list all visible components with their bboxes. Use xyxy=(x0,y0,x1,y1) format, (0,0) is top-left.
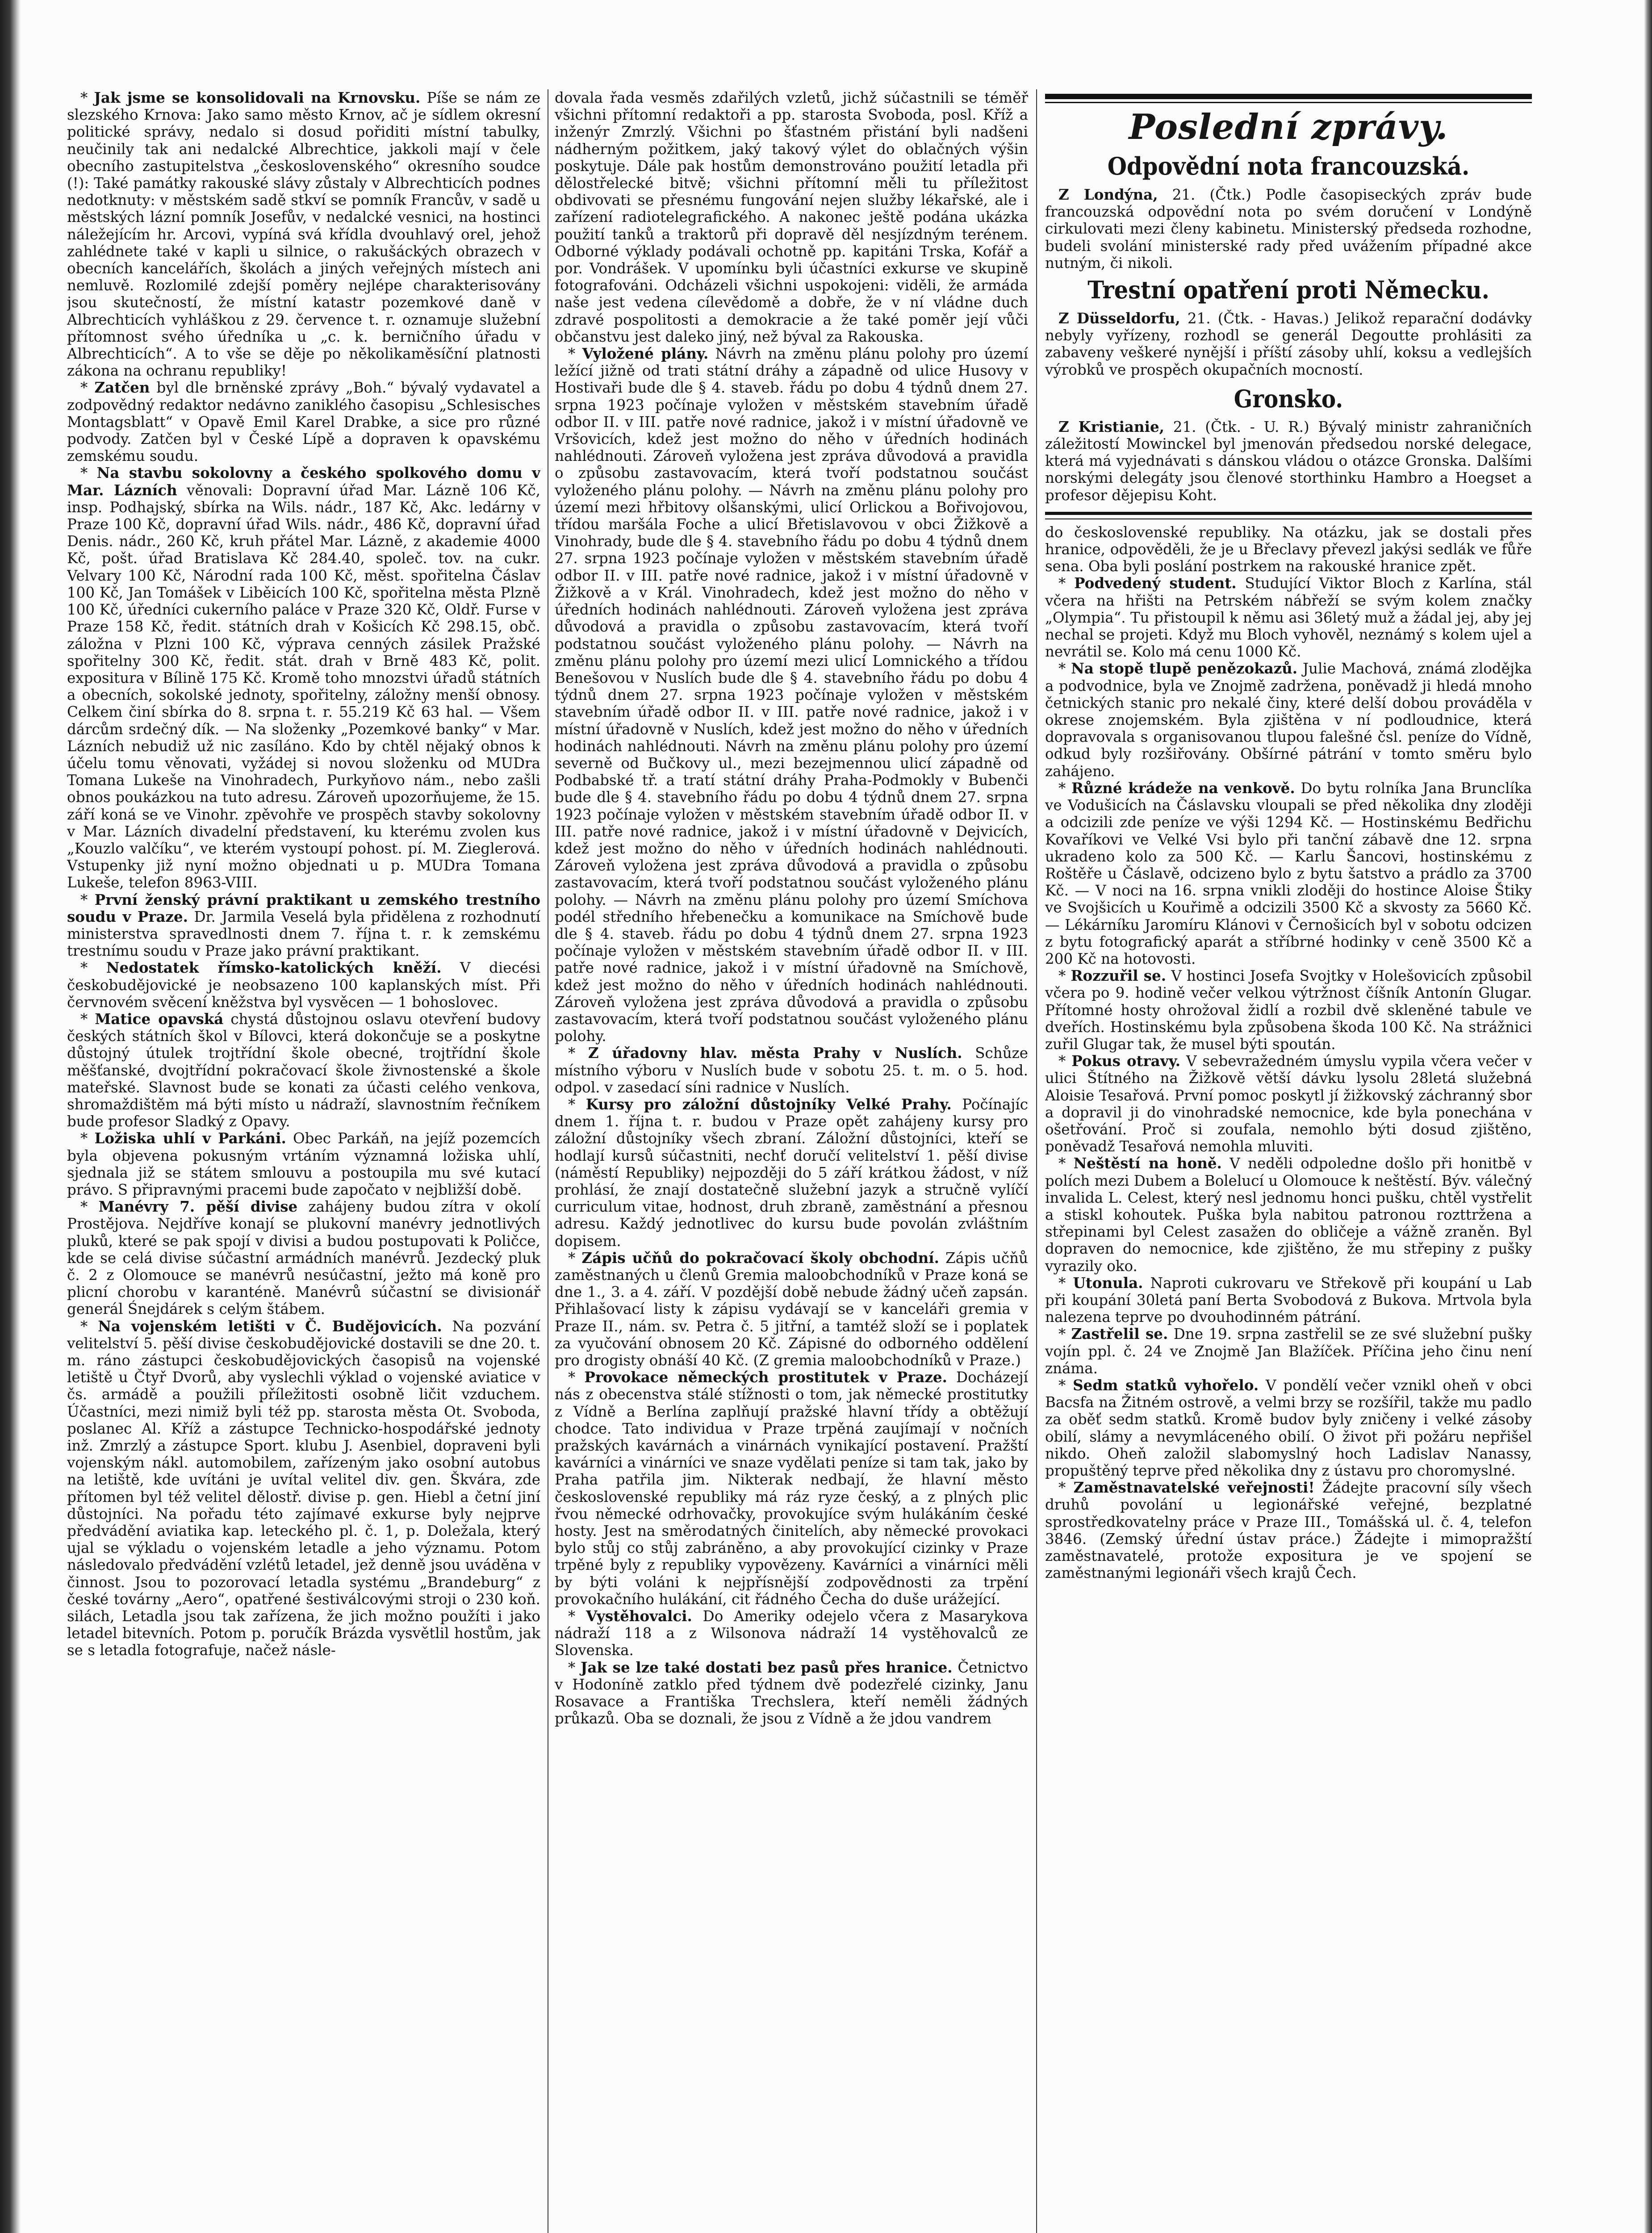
article-body: Studující Viktor Bloch z Karlína, stál včera na hřišti na Petrském nábřeží se svým kolem značky „Olympia“. Tu přistoupil k němu asi 36letý muž a žádal jej, aby jej nechal se projeti. Když mu Bloch vyhověl, neznámý s kolem ujel a nevrátil se. Kolo má cenu 1000 Kč. xyxy=(1045,575,1532,661)
article-body: Žádejte pracovní síly všech druhů povolání u legionářské veřejné, bezplatné sprostředkovatelny práce v Praze III., Tomášská ul. č. 4, telefon 3846. (Zemský úřední ústav práce.) Žádejte i mimopražští zaměstnavatelé, protože expositura je ve spojení se zaměstnanými legionáři všech krajů Čech. xyxy=(1045,1479,1532,1582)
article-heading: Zápis učňů do pokračovací školy obchodní. xyxy=(581,1249,939,1267)
article-dateline: Z Kristianie, xyxy=(1058,418,1164,435)
article-continuation xyxy=(1045,524,1532,575)
article-dateline: Z Londýna, xyxy=(1058,186,1158,203)
article: * Kursy pro záložní důstojníky Velké Prahy. Počínajíc dnem 1. října t. r. budou v Praze opět zahájeny kursy pro záložní důstojníky všech zbraní. Záložní důstojníci, kteří se hodlají kursů súčastniti, nechť doručí velitelství 1. pěší divise (náměstí Republiky) nejpozději do 5 září krátkou žádost, v níž prohlásí, že znají dostatečně služební jazyk a stručně vylíčí curriculum vitae, hodnost, druh zbraně, zaměstnání a přesnou adresu. Každý jednotlivec do kursu bude povolán zvláštním dopisem. xyxy=(555,1095,1028,1250)
article-heading: Neštěstí na honě. xyxy=(1073,1154,1222,1172)
article-body: V neděli odpoledne došlo při honitbě v polích mezi Dubem a Bolelucí u Olomouce k neštěstí. Býv. válečný invalida L. Celest, který nesl jednomu honci pušku, chtěl vystřelit a stiskl kohoutek. Puška byla nabitou patronou rozttržena a střepinami byl Celest zasažen do obličeje a vážně zraněn. Byl dopraven do nemocnice, kde zjištěno, že mu střepiny z pušky vyrazily oko. xyxy=(1045,1155,1532,1275)
article-continuation xyxy=(555,89,1028,345)
article-heading: Vystěhovalci. xyxy=(586,1607,692,1625)
article-heading: Na stavbu sokolovny a českého spolkového domu v Mar. Lázních xyxy=(67,464,540,499)
article-body: Obec Parkáň, na jejíž pozemcích byla objevena pokusným vrtáním významná ložiska uhlí, sjednala již se státem smlouvu a postoupila mu své kutací právo. S připravnými pracemi bude započato v nejbližší době. xyxy=(67,1130,540,1198)
article: * Pokus otravy. V sebevražedném úmyslu vypila včera večer v ulici Štítného na Žižkově větší dávku lysolu 28letá služebná Aloisie Tesařová. První pomoc poskytl jí žižkovský záchranný sbor a dopravil ji do vinohradské nemocnice, kde byla ponechána v ošetřování. Proč si zoufala, nemohlo býti dosud zjištěno, poněvadž Tesařová nemohla mluviti. xyxy=(1045,1052,1532,1155)
article-heading: Sedm statků vyhořelo. xyxy=(1073,1376,1259,1394)
article-heading: První ženský právní praktikant u zemského trestního soudu v Praze. xyxy=(67,891,540,925)
article-body: Schůze místního výboru v Nuslích bude v sobotu 25. t. m. o 5. hod. odpol. v zasedací síni radnice v Nuslích. xyxy=(555,1045,1028,1096)
article-body: Zápis učňů zaměstnaných u členů Gremia maloobchodníků v Praze koná se dne 1., 3. a 4. září. V pozdější době nebude žádný učeň zapsán. Přihlašovací listy k zápisu vydávají se v kanceláři gremia v Praze II., nám. sv. Petra č. 5 jitřní, a tamtéž složí se i poplatek za vyučování obnosem 20 Kč. Zápisné do odborného oddělení pro drogisty obnáší 40 Kč. (Z gremia maloobchodníků v Praze.) xyxy=(555,1249,1028,1369)
article-body: Četnictvo v Hodoníně zatklo před týdnem dvě podezřelé cizinky, Janu Rosavace a Františka Trechslera, kteří neměli žádných průkazů. Oba se doznali, že jsou z Vídně a že jdou vandrem xyxy=(555,1659,1028,1727)
article-dateline: Z Düsseldorfu, xyxy=(1058,309,1180,327)
article-heading: Zatčen xyxy=(94,379,150,397)
article-body: V sebevražedném úmyslu vypila včera večer v ulici Štítného na Žižkově větší dávku lysolu 28letá služebná Aloisie Tesařová. První pomoc poskytl jí žižkovský záchranný sbor a dopravil ji do vinohradské nemocnice, kde byla ponechána v ošetřování. Proč si zoufala, nemohlo býti dosud zjištěno, poněvadž Tesařová nemohla mluviti. xyxy=(1045,1053,1532,1155)
article: * Podvedený student. Studující Viktor Bloch z Karlína, stál včera na hřišti na Petrském nábřeží se svým kolem značky „Olympia“. Tu přistoupil k němu asi 36letý muž a žádal jej, aby jej nechal se projeti. Když mu Bloch vyhověl, neznámý s kolem ujel a nevrátil se. Kolo má cenu 1000 Kč. xyxy=(1045,574,1532,661)
article-body: chystá důstojnou oslavu otevření budovy českých státních škol v Bílovci, která dokončuje se a poskytne důstojný útulek trojtřídní škole obecné, trojtřídní škole měšťanské, dvojtřídní pokračovací škole živnostenské a škole mateřské. Slavnost bude se konati za účasti celého venkova, shromaždištěm má býti místo u nádraží, slavnostním řečníkem bude profesor Sladký z Opavy. xyxy=(67,1010,540,1130)
column-right xyxy=(1045,89,1532,2233)
article-heading: Matice opavská xyxy=(95,1010,224,1028)
article-body: Do bytu rolníka Jana Brunclíka ve Vodušicích na Čáslavsku vloupali se před několika dny zloději a odcizili zde peníze ve výši 1294 Kč. — Hostinskému Bedřichu Kovaříkovi ve Velké Vsi bylo při tanční zábavě dne 12. srpna ukradeno kolo za 500 Kč. — Karlu Šancovi, hostinskému z Roštěře u Čáslavě, odcizeno bylo z bytu šatstvo a prádlo za 3700 Kč. — V noci na 16. srpna vnikli zloději do hostince Aloise Štiky ve Svojšicích u Kouřimě a odcizili 3500 Kč a skvosty za 5660 Kč. — Lékárníku Jaromíru Klánovi v Černošicích byl v sobotu odcizen z bytu fotografický aparát a stříbrné hodinky v ceně 3500 Kč a 200 Kč na hotovosti. xyxy=(1045,779,1532,967)
article-body: Julie Machová, známá zlodějka a podvodnice, byla ve Znojmě zadržena, poněvadž ji hledá mnoho četnických stanic pro nekalé činy, které delší dobou prováděla v okrese znojemském. Byla zjištěna v ní podloudnice, která dopravovala s organisovanou tlupou falešné čsl. peníze do Vídně, odkud byly rozšiřovány. Obšírné pátrání v tomto směru bylo zahájeno. xyxy=(1045,660,1532,780)
article: * Matice opavská chystá důstojnou oslavu otevření budovy českých státních škol v Bílovci, která dokončuje se a poskytne důstojný útulek trojtřídní škole obecné, trojtřídní škole měšťanské, dvojtřídní pokračovací škole živnostenské a škole mateřské. Slavnost bude se konati za účasti celého venkova, shromaždištěm má býti místo u nádraží, slavnostním řečníkem bude profesor Sladký z Opavy. xyxy=(67,1010,540,1130)
article xyxy=(1045,186,1532,272)
article-body: věnovali: Dopravní úřad Mar. Lázně 106 Kč, insp. Podhajský, sbírka na Wils. nádr., 187 Kč, Akc. ledárny v Praze 100 Kč, dopravní úřad Wils. nádr., 486 Kč, dopravní úřad Denis. nádr., 260 Kč, kruh přátel Mar. Lázně, z akademie 4000 Kč, pošt. úřad Bratislava Kč 284.40, společ. tov. na cukr. Velvary 100 Kč, Národní rada 100 Kč, měst. spořitelna Čáslav 100 Kč, Jan Tomášek v Liběicích 100 Kč, spořitelna města Plzně 100 Kč, úředníci cukerního paláce v Praze 320 Kč, Oldř. Furse v Praze 158 Kč, ředit. státních drah v Košicích Kč 298.15, obč. záložna v Plzni 100 Kč, výprava cenných zásilek Pražské spořitelny 300 Kč, ředit. stát. drah v Brně 483 Kč, polit. expositura v Bílině 175 Kč. Kromě toho mnozstvi úřadů státních a obecních, sokolské jednoty, spořitelny, záložny menší obnosy. Celkem činí sbírka do 8. srpna t. r. 55.219 Kč 63 hal. — Všem dárcům srdečný dík. — Na složenky „Pozemkové banky“ v Mar. Lázních nebudiž už nic zasíláno. Kdo by chtěl nějaký obnos k účelu tomu věnovati, vyžádej si novou složenku od MUDra Tomana Lukeše na Vinohradech, Purkyňovo nám., nebo zašli obnos poukázkou na tuto adresu. Zároveň upozorňujeme, že 15. září koná se ve Vinohr. zpěvohře ve prospěch stavby sokolovny v Mar. Lázních divadelní představení, ku kterému zvolen kus „Kouzlo valčíku“, ve kterém vystoupí pohost. pí. M. Zieglerová. Vstupenky již nyní možno objednati u p. MUDra Tomana Lukeše, telefon 8963-VIII. xyxy=(67,481,540,891)
article-body: Do Ameriky odejelo včera z Masarykova nádraží 118 a z Wilsonova nádraží 14 vystěhovalců ze Slovenska. xyxy=(555,1608,1028,1659)
article-body: Návrh na změnu plánu polohy pro území ležící jižně od trati státní dráhy a západně od ulice Husovy v Hostivaři bude dle § 4. staveb. řádu po dobu 4 týdnů dnem 27. srpna 1923 počínaje vyložen v městském stavebním úřadě odbor II. v III. patře nové radnice, jakož i v místní úřadovně ve Vršovicích, kdež jest možno do něho v úředních hodinách nahlédnouti. Zároveň vyložena jest zpráva důvodová a pravidla o způsobu zastavovacím, která tvoří podstatnou součást vyloženého plánu polohy. — Návrh na změnu plánu polohy pro území mezi hřbitovy olšanskými, ulicí Orlickou a Bořivojovou, třídou maršála Foche a ulicí Břetislavovou v obci Žižkově a Vinohrady, bude dle § 4. stavebního řádu po dobu 4 týdnů dnem 27. srpna 1923 počínaje vyložen v městském stavebním úřadě odbor II. v III. patře nové radnice, jakož i v místní úřadovně v Žižkově a v Král. Vinohradech, kdež jest možno do něho v úředních hodinách nahlédnouti. Zároveň vyložena jest zpráva důvodová a pravidla o způsobu zastavovacím, která tvoří podstatnou součást vyloženého plánu polohy. — Návrh na změnu plánu polohy pro území mezi ulicí Lomnického a třídou Benešovou v Nuslích bude dle § 4. stavebního řádu po dobu 4 týdnů dnem 27. srpna 1923 počínaje vyložen v městském stavebním úřadě odbor II. v III. patře nové radnice, jakož i v místní úřadovně v Nuslích, kdež jest možno do něho v úředních hodinách nahlédnouti. Návrh na změnu plánu polohy pro území severně od Bučkovy ul., mezi bezejmennou ulicí západně od Podbabské tř. a tratí státní dráhy Praha-Podmokly v Bubenči bude dle § 4. stavebního řádu po dobu 4 týdnů dnem 27. srpna 1923 počínaje vyložen v městském stavebním úřadě odbor II. v III. patře nové radnice, jakož i v místní úřadovně v Dejvicích, kdež jest možno do něho v úředních hodinách nahlédnouti. Zároveň vyložena jest zpráva důvodová a pravidla o způsobu zastavovacím, která tvoří podstatnou součást vyloženého plánu polohy. — Návrh na změnu plánu polohy pro území Smíchova podél středního hřebenečku a komunikace na Smíchově bude dle § 4. staveb. řádu po dobu 4 týdnů dnem 27. srpna 1923 počínaje vyložen v městském stavebním úřadě odbor II. v III. patře nové radnice, jakož i v místní úřadovně na Smíchově, kdež jest možno do něho v úředních hodinách nahlédnouti. Zároveň vyložena jest zpráva důvodová a pravidla o způsobu zastavovacím, která tvoří podstatnou součást vyloženého plánu polohy. xyxy=(555,345,1028,1045)
article-heading: Na stopě tlupě penězokazů. xyxy=(1071,660,1298,677)
article-body: V pondělí večer vznikl oheň v obci Bacsfa na Žitném ostrově, a velmi brzy se rozšířil, takže mu padlo za oběť sedm statků. Kromě budov byly zničeny i velké zásoby obilí, slámy a nevymláceného obilí. O život při požáru nepřišel nikdo. Oheň založil slabomyslný hoch Ladislav Nanassy, propuštěný teprve před několika dny z ústavu pro choromyslné. xyxy=(1045,1377,1532,1480)
article-heading: Jak se lze také dostati bez pasů přes hranice. xyxy=(581,1658,953,1676)
article-heading: Podvedený student. xyxy=(1074,574,1237,592)
article-body: 21. (Čtk. - U. R.) Bývalý ministr zahraničních záležitostí Mowinckel byl jmenován předsedou norské delegace, která má vyjednávati s dánskou vládou o otázce Gronska. Dalšími norskými delegáty jsou členové storthinku Hambro a Hoegset a profesor dějepisu Koht. xyxy=(1045,418,1532,504)
article-body: dovala řada vesměs zdařilých vzletů, jichž súčastnili se téměř všichni přítomní redaktoři a pp. starosta Svoboda, posl. Kříž a inženýr Zmrzlý. Všichni po šťastném přistání byli nadšeni nádherným požitkem, jaký takový výlet do oblačných výšin poskytuje. Dále pak hostům demonstrováno použití letadla při dělostřelecké bitvě; všichni přítomní měli tu příležitost obdivovati se přesnému fungování nejen služby lékařské, ale i zařízení radiotelegrafického. A nakonec ještě podána ukázka použití tanků a traktorů při dopravě děl nesjízdným terénem. Odborné výklady podávali ochotně pp. kapitáni Trska, Kofář a por. Vondrášek. V upomínku byli účastníci exkurse ve skupině fotografováni. Odcházeli všichni uspokojeni: viděli, že armáda naše jest vedena cílevědomě a dobře, že v ní vládne duch zdravé pospolitosti a demokracie a že také poměr její vůči občanstvu jest daleko jiný, než býval za Rakouska. xyxy=(555,89,1028,345)
article: * Na vojenském letišti v Č. Budějovicích. Na pozvání velitelství 5. pěší divise českobudějovické dostavili se dne 20. t. m. ráno zástupci českobudějovických časopisů na vojenské letiště u Čtyř Dvorů, aby vyslechli výklad o vojenské aviatice v čs. armádě a použili příležitosti osobně ličit vzduchem. Účastníci, mezi nimiž byli též pp. starosta města Ot. Svoboda, poslanec Al. Kříž a zástupce Technicko-hospodářské jednoty inž. Zmrzlý a zástupce Sport. klubu J. Asenbiel, dopraveni byli vojenským nákl. automobilem, zařízeným jako osobní autobus na letiště, kde uvítáni je uvítal velitel div. gen. Škvára, zde přítomen byl též velitel dělostř. divise p. gen. Hiebl a četní jiní důstojníci. Na pořadu této zajímavé exkurse byly nejprve předvádění aviatika kap. leteckého pl. č. 1, p. Doležala, který ujal se výkladu o vojenském letadle a jeho významu. Potom následovalo předvádění vzlétů letadel, jež denně jsou uváděna v činnost. Jsou to pozorovací letadla systému „Brandeburg“ z české továrny „Aero“, opatřené šestiválcovými stroji o 230 koň. silách, Letadla jsou tak zařízena, že jich možno použíti i jako letadel bitevních. Potom p. poručík Brázda vysvětlil hostům, jak se s letadla fotografuje, načež násle- xyxy=(67,1317,540,1659)
article-body: Docházejí nás z obecenstva stálé stížnosti o tom, jak německé prostitutky z Vídně a Berlína zaplňují pražské hlavní třídy a obtěžují chodce. Tato individua v Praze trpěná zaujímají v nočních pražských kavárnách a vinárnách vynikající postavení. Pražští kavárníci a vinárníci ve snaze vydělati peníze si tam tak, jako by Praha patřila jim. Nikterak nedbají, že hlavní město československé republiky má ráz ryze český, a z plných plic řvou německé odrhovačky, provokujíce svým hulákáním české hosty. Jest na směrodatných činitelích, aby německé provokaci bylo stůj co stůj zabráněno, a aby provokující cizinky v Praze trpěné byly z republiky vypovězeny. Kavárníci a vinárníci měli by býti voláni k nejpřísnější zodpovědnosti za trpění provokačního hulákání, cit řádného Čecha do duše urážející. xyxy=(555,1369,1028,1608)
article-heading: Kursy pro záložní důstojníky Velké Prahy. xyxy=(586,1095,952,1113)
masthead-rule xyxy=(1045,102,1532,103)
article: * Neštěstí na honě. V neděli odpoledne došlo při honitbě v polích mezi Dubem a Bolelucí u Olomouce k neštěstí. Býv. válečný invalida L. Celest, který nesl jednomu honci pušku, chtěl vystřelit a stiskl kohoutek. Puška byla nabitou patronou rozttržena a střepinami byl Celest zasažen do obličeje a vážně zraněn. Byl dopraven do nemocnice, kde zjištěno, že mu střepiny z pušky vyrazily oko. xyxy=(1045,1154,1532,1275)
article: * Z úřadovny hlav. města Prahy v Nuslích. Schůze místního výboru v Nuslích bude v sobotu 25. t. m. o 5. hod. odpol. v zasedací síni radnice v Nuslích. xyxy=(555,1044,1028,1096)
article-body: Naproti cukrovaru ve Střekově při koupání u Lab při koupání 30letá paní Berta Svobodová z Bukova. Mrtvola byla nalezena teprve po dvouhodinném pátrání. xyxy=(1045,1274,1532,1326)
article-body: V hostinci Josefa Svojtky v Holešovicích způsobil včera po 9. hodině večer velkou výtržnost číšník Antonín Glugar. Přítomné hosty ohrožoval židlí a rozbil dvě skleněné tabule ve dveřích. Hostinskému byla způsobena škoda 100 Kč. Na strážnici zuřil Glugar tak, že musel býti spoután. xyxy=(1045,967,1532,1053)
article-heading: Ložiska uhlí v Parkáni. xyxy=(94,1129,286,1147)
article-body: Dr. Jarmila Veselá byla přidělena z rozhodnutí ministerstva spravedlnosti dnem 7. října t. r. k zemskému trestnímu soudu v Praze jako právní praktikant. xyxy=(67,908,540,960)
article: * Vyložené plány. Návrh na změnu plánu polohy pro území ležící jižně od trati státní dráhy a západně od ulice Husovy v Hostivaři bude dle § 4. staveb. řádu po dobu 4 týdnů dnem 27. srpna 1923 počínaje vyložen v městském stavebním úřadě odbor II. v III. patře nové radnice, jakož i v místní úřadovně ve Vršovicích, kdež jest možno do něho v úředních hodinách nahlédnouti. Zároveň vyložena jest zpráva důvodová a pravidla o způsobu zastavovacím, která tvoří podstatnou součást vyloženého plánu polohy. — Návrh na změnu plánu polohy pro území mezi hřbitovy olšanskými, ulicí Orlickou a Bořivojovou, třídou maršála Foche a ulicí Břetislavovou v obci Žižkově a Vinohrady, bude dle § 4. stavebního řádu po dobu 4 týdnů dnem 27. srpna 1923 počínaje vyložen v městském stavebním úřadě odbor II. v III. patře nové radnice, jakož i v místní úřadovně v Žižkově a v Král. Vinohradech, kdež jest možno do něho v úředních hodinách nahlédnouti. Zároveň vyložena jest zpráva důvodová a pravidla o způsobu zastavovacím, která tvoří podstatnou součást vyloženého plánu polohy. — Návrh na změnu plánu polohy pro území mezi ulicí Lomnického a třídou Benešovou v Nuslích bude dle § 4. stavebního řádu po dobu 4 týdnů dnem 27. srpna 1923 počínaje vyložen v městském stavebním úřadě odbor II. v III. patře nové radnice, jakož i v místní úřadovně v Nuslích, kdež jest možno do něho v úředních hodinách nahlédnouti. Návrh na změnu plánu polohy pro území severně od Bučkovy ul., mezi bezejmennou ulicí západně od Podbabské tř. a tratí státní dráhy Praha-Podmokly v Bubenči bude dle § 4. stavebního řádu po dobu 4 týdnů dnem 27. srpna 1923 počínaje vyložen v městském stavebním úřadě odbor II. v III. patře nové radnice, jakož i v místní úřadovně v Dejvicích, kdež jest možno do něho v úředních hodinách nahlédnouti. Zároveň vyložena jest zpráva důvodová a pravidla o způsobu zastavovacím, která tvoří podstatnou součást vyloženého plánu polohy. — Návrh na změnu plánu polohy pro území Smíchova podél středního hřebenečku a komunikace na Smíchově bude dle § 4. staveb. řádu po dobu 4 týdnů dnem 27. srpna 1923 počínaje vyložen v městském stavebním úřadě odbor II. v III. patře nové radnice, jakož i v místní úřadovně na Smíchově, kdež jest možno do něho v úředních hodinách nahlédnouti. Zároveň vyložena jest zpráva důvodová a pravidla o způsobu zastavovacím, která tvoří podstatnou součást vyloženého plánu polohy. xyxy=(555,345,1028,1045)
article-heading: Provokace německých prostitutek v Praze. xyxy=(584,1368,947,1386)
article-heading: Nedostatek římsko-katolických kněží. xyxy=(106,959,442,977)
article-heading: Zastřelil se. xyxy=(1071,1325,1168,1343)
article-body: Píše se nám ze slezského Krnova: Jako samo město Krnov, ač je sídlem okresní politické správy, nedalo si dosud pořiditi místní tabulky, neučinily tak ani nedalcké Albrechtice, jakkoli mají v čele obecního zastupitelstva „československého“ okresního soudce (!): Také památky rakouské slávy zůstaly v Albrechticích podnes nedotknuty: v městském sadě stkví se pomník Francův, v sadě u městských lázní pomník Josefův, v nedalcké vesnici, na hostinci náležejícím hr. Arcovi, vypíná svá křídla dvouhlavý orel, jehož zahlédnete také v kapli u silnice, o rakušáckých obrazech v obecních kancelářích, školách a jiných veřejných místech ani nemluvě. Rozlomilé zdejší poměry nejlépe charakterisovány jsou skutečností, že místní katastr pozemkové daně v Albrechticích vyhláškou z 29. července t. r. oznamuje služební přítomnost svého úředníka u „c. k. berničního úřadu v Albrechticích“. A to vše se děje po několikaměsíční platnosti zákona na ochranu republiky! xyxy=(67,89,540,380)
section-masthead: Poslední zprávy. xyxy=(1129,107,1448,147)
article-body: Dne 19. srpna zastřelil se ze své služební pušky vojín ppl. č. 24 ve Znojmě Jan Blažíček. Příčina jeho činu není známa. xyxy=(1045,1326,1532,1377)
article-body: do československé republiky. Na otázku, jak se dostali přes hranice, odpověděli, že je u Břeclavy převezl jakýsi sedlák ve fůře sena. Oba byli poslání postrkem na rakouské hranice zpět. xyxy=(1045,523,1532,575)
scan-right-edge xyxy=(1644,0,1652,2233)
section-separator xyxy=(1045,512,1532,515)
article: * Zaměstnavatelské veřejnosti! Žádejte pracovní síly všech druhů povolání u legionářské veřejné, bezplatné sprostředkovatelny práce v Praze III., Tomášská ul. č. 4, telefon 3846. (Zemský úřední ústav práce.) Žádejte i mimopražští zaměstnavatelé, protože expositura je ve spojení se zaměstnanými legionáři všech krajů Čech. xyxy=(1045,1479,1532,1582)
article: * Různé krádeže na venkově. Do bytu rolníka Jana Brunclíka ve Vodušicích na Čáslavsku vloupali se před několika dny zloději a odcizili zde peníze ve výši 1294 Kč. — Hostinskému Bedřichu Kovaříkovi ve Velké Vsi bylo při tanční zábavě dne 12. srpna ukradeno kolo za 500 Kč. — Karlu Šancovi, hostinskému z Roštěře u Čáslavě, odcizeno bylo z bytu šatstvo a prádlo za 3700 Kč. — V noci na 16. srpna vnikli zloději do hostince Aloise Štiky ve Svojšicích u Kouřimě a odcizili 3500 Kč a skvosty za 5660 Kč. — Lékárníku Jaromíru Klánovi v Černošicích byl v sobotu odcizen z bytu fotografický aparát a stříbrné hodinky v ceně 3500 Kč a 200 Kč na hotovosti. xyxy=(1045,779,1532,967)
article: * Zápis učňů do pokračovací školy obchodní. Zápis učňů zaměstnaných u členů Gremia maloobchodníků v Praze koná se dne 1., 3. a 4. září. V pozdější době nebude žádný učeň zapsán. Přihlašovací listy k zápisu vydávají se v kanceláři gremia v Praze II., nám. sv. Petra č. 5 jitřní, a tamtéž složí se i poplatek za vyučování obnosem 20 Kč. Zápisné do odborného oddělení pro drogisty obnáší 40 Kč. (Z gremia maloobchodníků v Praze.) xyxy=(555,1249,1028,1369)
article-body: V diecési českobudějovické je neobsazeno 100 kaplanských míst. Při červnovém svěcení kněžstva byl vysvěcen — 1 bohoslovec. xyxy=(67,959,540,1011)
article-heading: Jak jsme se konsolidovali na Krnovsku. xyxy=(94,89,421,106)
article-body: Počínajíc dnem 1. října t. r. budou v Praze opět zahájeny kursy pro záložní důstojníky všech zbraní. Záložní důstojníci, kteří se hodlají kursů súčastniti, nechť doručí velitelství 1. pěší divise (náměstí Republiky) nejpozději do 5 září krátkou žádost, v níž prohlásí, že znají dostatečně služební jazyk a stručně vylíčí curriculum vitae, hodnost, druh zbraně, zaměstnání a přesnou adresu. Každý jednotlivec do kursu bude povolán zvláštním dopisem. xyxy=(555,1096,1028,1250)
article: * Zatčen byl dle brněnské zprávy „Boh.“ bývalý vydavatel a zodpovědný redaktor nedávno zaniklého časopisu „Schlesisches Montagsblatt“ v Opavě Emil Karel Drabke, a sice pro různé podvody. Zatčen byl v České Lípě a dopraven k opavskému zemskému soudu. xyxy=(67,379,540,465)
article: * Provokace německých prostitutek v Praze. Docházejí nás z obecenstva stálé stížnosti o tom, jak německé prostitutky z Vídně a Berlína zaplňují pražské hlavní třídy a obtěžují chodce. Tato individua v Praze trpěná zaujímají v nočních pražských kavárnách a vinárnách vynikající postavení. Pražští kavárníci a vinárníci ve snaze vydělati peníze si tam tak, jako by Praha patřila jim. Nikterak nedbají, že hlavní město československé republiky má ráz ryze český, a z plných plic řvou německé odrhovačky, provokujíce svým hulákáním české hosty. Jest na směrodatných činitelích, aby německé provokaci bylo stůj co stůj zabráněno, a aby provokující cizinky v Praze trpěné byly z republiky vypovězeny. Kavárníci a vinárníci měli by býti voláni k nejpřísnější zodpovědnosti za trpění provokačního hulákání, cit řádného Čecha do duše urážející. xyxy=(555,1368,1028,1608)
subheading: Gronsko. xyxy=(1234,384,1343,413)
column-middle xyxy=(555,89,1028,2233)
article: * Manévry 7. pěší divise zahájeny budou zítra v okolí Prostějova. Nejdříve konají se plukovní manévry jednotlivých pluků, které se pak spojí v divisi a budou postupovati k Poličce, kde se celá divise súčastní armádních manévrů. Jezdecký pluk č. 2 z Olomouce se manévrů nesúčastní, ježto má koně pro plicní chorobu v karanténě. Manévrů súčastní se divisionář generál Śnejdárek s celým štábem. xyxy=(67,1198,540,1318)
article-body: 21. (Čtk.) Podle časopiseckých zpráv bude francouzská odpovědní nota po svém doručení v Londýně cirkulovati mezi členy kabinetu. Ministerský předseda rozhodne, budeli svolání ministerské rady před uvážením případné akce nutným, či nikoli. xyxy=(1045,186,1532,272)
article xyxy=(1045,310,1532,378)
article: * Ložiska uhlí v Parkáni. Obec Parkáň, na jejíž pozemcích byla objevena pokusným vrtáním významná ložiska uhlí, sjednala již se státem smlouvu a postoupila mu své kutací právo. S připravnými pracemi bude započato v nejbližší době. xyxy=(67,1129,540,1198)
article-heading: Různé krádeže na venkově. xyxy=(1071,779,1295,797)
article-body: byl dle brněnské zprávy „Boh.“ bývalý vydavatel a zodpovědný redaktor nedávno zaniklého časopisu „Schlesisches Montagsblatt“ v Opavě Emil Karel Drabke, a sice pro různé podvody. Zatčen byl v České Lípě a dopraven k opavskému zemskému soudu. xyxy=(67,379,540,465)
article: * Jak jsme se konsolidovali na Krnovsku. Píše se nám ze slezského Krnova: Jako samo město Krnov, ač je sídlem okresní politické správy, nedalo si dosud pořiditi místní tabulky, neučinily tak ani nedalcké Albrechtice, jakkoli mají v čele obecního zastupitelstva „československého“ okresního soudce (!): Také památky rakouské slávy zůstaly v Albrechticích podnes nedotknuty: v městském sadě stkví se pomník Francův, v sadě u městských lázní pomník Josefův, v nedalcké vesnici, na hostinci náležejícím hr. Arcovi, vypíná svá křídla dvouhlavý orel, jehož zahlédnete také v kapli u silnice, o rakušáckých obrazech v obecních kancelářích, školách a jiných veřejných místech ani nemluvě. Rozlomilé zdejší poměry nejlépe charakterisovány jsou skutečností, že místní katastr pozemkové daně v Albrechticích vyhláškou z 29. července t. r. oznamuje služební přítomnost svého úředníka u „c. k. berničního úřadu v Albrechticích“. A to vše se děje po několikaměsíční platnosti zákona na ochranu republiky! xyxy=(67,89,540,380)
article: * Na stopě tlupě penězokazů. Julie Machová, známá zlodějka a podvodnice, byla ve Znojmě zadržena, poněvadž ji hledá mnoho četnických stanic pro nekalé činy, které delší dobou prováděla v okrese znojemském. Byla zjištěna v ní podloudnice, která dopravovala s organisovanou tlupou falešné čsl. peníze do Vídně, odkud byly rozšiřovány. Obšírné pátrání v tomto směru bylo zahájeno. xyxy=(1045,660,1532,780)
article: * Na stavbu sokolovny a českého spolkového domu v Mar. Lázních věnovali: Dopravní úřad Mar. Lázně 106 Kč, insp. Podhajský, sbírka na Wils. nádr., 187 Kč, Akc. ledárny v Praze 100 Kč, dopravní úřad Wils. nádr., 486 Kč, dopravní úřad Denis. nádr., 260 Kč, kruh přátel Mar. Lázně, z akademie 4000 Kč, pošt. úřad Bratislava Kč 284.40, společ. tov. na cukr. Velvary 100 Kč, Národní rada 100 Kč, měst. spořitelna Čáslav 100 Kč, Jan Tomášek v Liběicích 100 Kč, spořitelna města Plzně 100 Kč, úředníci cukerního paláce v Praze 320 Kč, Oldř. Furse v Praze 158 Kč, ředit. státních drah v Košicích Kč 298.15, obč. záložna v Plzni 100 Kč, výprava cenných zásilek Pražské spořitelny 300 Kč, ředit. stát. drah v Brně 483 Kč, polit. expositura v Bílině 175 Kč. Kromě toho mnozstvi úřadů státních a obecních, sokolské jednoty, spořitelny, záložny menší obnosy. Celkem činí sbírka do 8. srpna t. r. 55.219 Kč 63 hal. — Všem dárcům srdečný dík. — Na složenky „Pozemkové banky“ v Mar. Lázních nebudiž už nic zasíláno. Kdo by chtěl nějaký obnos k účelu tomu věnovati, vyžádej si novou složenku od MUDra Tomana Lukeše na Vinohradech, Purkyňovo nám., nebo zašli obnos poukázkou na tuto adresu. Zároveň upozorňujeme, že 15. září koná se ve Vinohr. zpěvohře ve prospěch stavby sokolovny v Mar. Lázních divadelní představení, ku kterému zvolen kus „Kouzlo valčíku“, ve kterém vystoupí pohost. pí. M. Zieglerová. Vstupenky již nyní možno objednati u p. MUDra Tomana Lukeše, telefon 8963-VIII. xyxy=(67,464,540,891)
article-heading: Zaměstnavatelské veřejnosti! xyxy=(1073,1479,1315,1497)
article-body: zahájeny budou zítra v okolí Prostějova. Nejdříve konají se plukovní manévry jednotlivých pluků, které se pak spojí v divisi a budou postupovati k Poličce, kde se celá divise súčastní armádních manévrů. Jezdecký pluk č. 2 z Olomouce se manévrů nesúčastní, ježto má koně pro plicní chorobu v karanténě. Manévrů súčastní se divisionář generál Śnejdárek s celým štábem. xyxy=(67,1198,540,1318)
article xyxy=(1045,418,1532,504)
article-body: 21. (Čtk. - Havas.) Jelikož reparační dodávky nebyly vyřízeny, rozhodl se generál Degoutte prohlásiti za zabaveny veškeré nynější i příští zásoby uhlí, koksu a vedlejších výrobků ve prospěch okupačních mocností. xyxy=(1045,310,1532,378)
article: * Utonula. Naproti cukrovaru ve Střekově při koupání u Lab při koupání 30letá paní Berta Svobodová z Bukova. Mrtvola byla nalezena teprve po dvouhodinném pátrání. xyxy=(1045,1274,1532,1326)
masthead-rule xyxy=(1045,94,1532,99)
article: * Zastřelil se. Dne 19. srpna zastřelil se ze své služební pušky vojín ppl. č. 24 ve Znojmě Jan Blažíček. Příčina jeho činu není známa. xyxy=(1045,1325,1532,1377)
article: * První ženský právní praktikant u zemského trestního soudu v Praze. Dr. Jarmila Veselá byla přidělena z rozhodnutí ministerstva spravedlnosti dnem 7. října t. r. k zemskému trestnímu soudu v Praze jako právní praktikant. xyxy=(67,891,540,960)
subheading: Trestní opatření proti Německu. xyxy=(1087,276,1489,305)
article: * Jak se lze také dostati bez pasů přes hranice. Četnictvo v Hodoníně zatklo před týdnem dvě podezřelé cizinky, Janu Rosavace a Františka Trechslera, kteří neměli žádných průkazů. Oba se doznali, že jsou z Vídně a že jdou vandrem xyxy=(555,1658,1028,1727)
article-heading: Pokus otravy. xyxy=(1071,1052,1181,1070)
article-heading: Na vojenském letišti v Č. Budějovicích. xyxy=(98,1317,442,1335)
article: * Sedm statků vyhořelo. V pondělí večer vznikl oheň v obci Bacsfa na Žitném ostrově, a velmi brzy se rozšířil, takže mu padlo za oběť sedm statků. Kromě budov byly zničeny i velké zásoby obilí, slámy a nevymláceného obilí. O život při požáru nepřišel nikdo. Oheň založil slabomyslný hoch Ladislav Nanassy, propuštěný teprve před několika dny z ústavu pro choromyslné. xyxy=(1045,1376,1532,1480)
subheading: Odpovědní nota francouzská. xyxy=(1107,152,1470,180)
article-heading: Rozzuřil se. xyxy=(1071,967,1167,985)
scan-binding-edge xyxy=(0,0,21,2233)
column-left xyxy=(67,89,540,2233)
article-body: Na pozvání velitelství 5. pěší divise českobudějovické dostavili se dne 20. t. m. ráno zástupci českobudějovických časopisů na vojenské letiště u Čtyř Dvorů, aby vyslechli výklad o vojenské aviatice v čs. armádě a použili příležitosti osobně ličit vzduchem. Účastníci, mezi nimiž byli též pp. starosta města Ot. Svoboda, poslanec Al. Kříž a zástupce Technicko-hospodářské jednoty inž. Zmrzlý a zástupce Sport. klubu J. Asenbiel, dopraveni byli vojenským nákl. automobilem, zařízeným jako osobní autobus na letiště, kde uvítáni je uvítal velitel div. gen. Škvára, zde přítomen byl též velitel dělostř. divise p. gen. Hiebl a četní jiní důstojníci. Na pořadu této zajímavé exkurse byly nejprve předvádění aviatika kap. leteckého pl. č. 1, p. Doležala, který ujal se výkladu o vojenském letadle a jeho významu. Potom následovalo předvádění vzlétů letadel, jež denně jsou uváděna v činnost. Jsou to pozorovací letadla systému „Brandeburg“ z české továrny „Aero“, opatřené šestiválcovými stroji o 230 koň. silách, Letadla jsou tak zařízena, že jich možno použíti i jako letadel bitevních. Potom p. poručík Brázda vysvětlil hostům, jak se s letadla fotografuje, načež násle- xyxy=(67,1317,540,1659)
article: * Rozzuřil se. V hostinci Josefa Svojtky v Holešovicích způsobil včera po 9. hodině večer velkou výtržnost číšník Antonín Glugar. Přítomné hosty ohrožoval židlí a rozbil dvě skleněné tabule ve dveřích. Hostinskému byla způsobena škoda 100 Kč. Na strážnici zuřil Glugar tak, že musel býti spoután. xyxy=(1045,967,1532,1053)
article-heading: Manévry 7. pěší divise xyxy=(98,1198,298,1216)
article: * Nedostatek římsko-katolických kněží. V diecési českobudějovické je neobsazeno 100 kaplanských míst. Při červnovém svěcení kněžstva byl vysvěcen — 1 bohoslovec. xyxy=(67,959,540,1011)
article-heading: Z úřadovny hlav. města Prahy v Nuslích. xyxy=(588,1044,962,1062)
article-heading: Vyložené plány. xyxy=(582,345,709,363)
column-divider xyxy=(1036,89,1037,2233)
article-heading: Utonula. xyxy=(1073,1274,1143,1292)
article: * Vystěhovalci. Do Ameriky odejelo včera z Masarykova nádraží 118 a z Wilsonova nádraží 14 vystěhovalců ze Slovenska. xyxy=(555,1607,1028,1659)
